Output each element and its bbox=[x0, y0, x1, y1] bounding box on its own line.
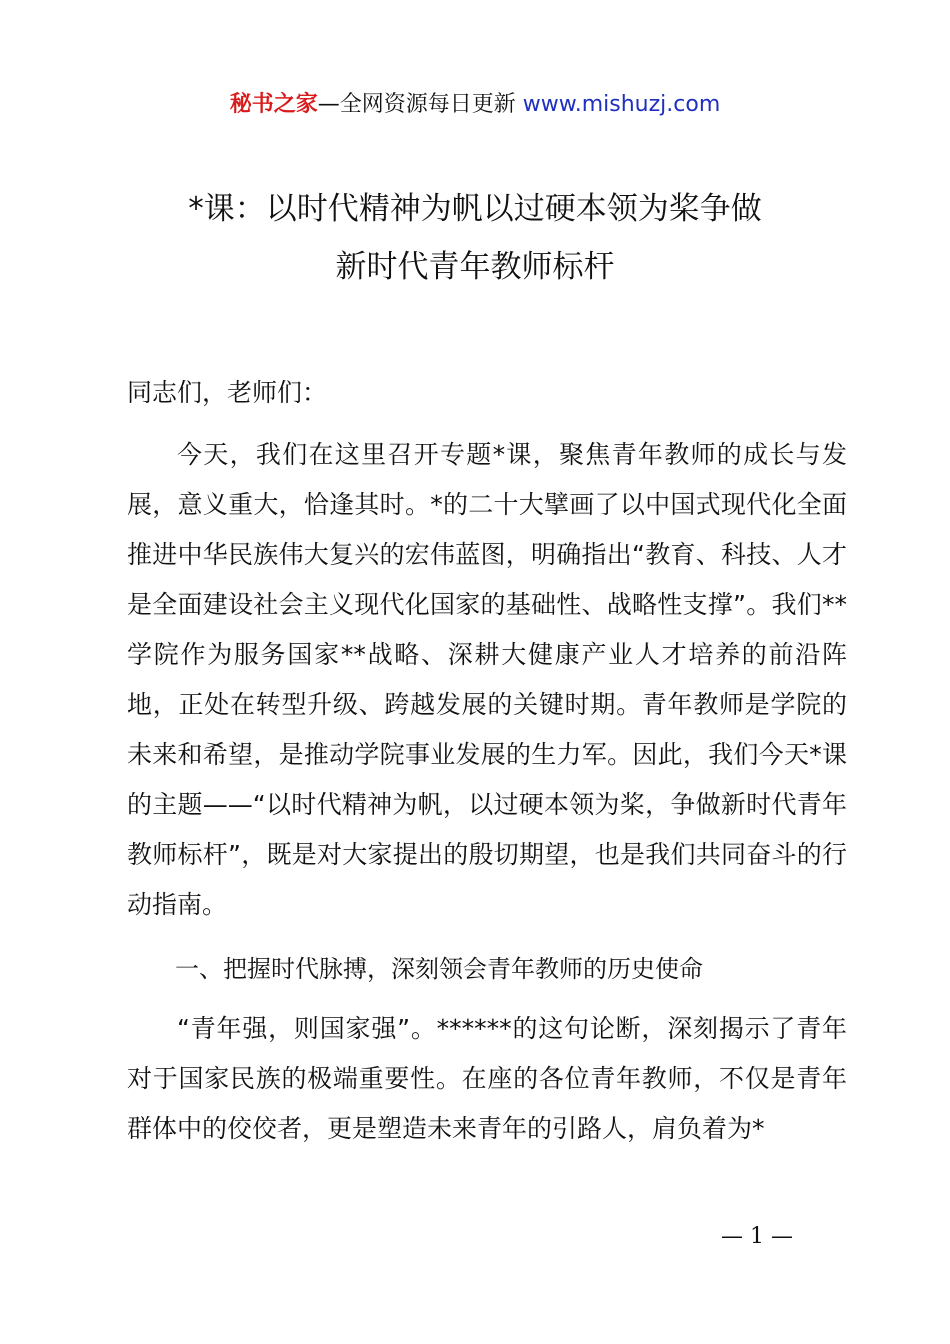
salutation: 同志们，老师们： bbox=[127, 378, 328, 407]
site-brand: 秘书之家 bbox=[229, 92, 318, 117]
paragraph-2: “青年强，则国家强”。******的这句论断，深刻揭示了青年对于国家民族的极端重要性。在座的各位青年教师，不仅是青年群体中的佼佼者，更是塑造未来青年的引路人，肩负着为* bbox=[127, 1014, 847, 1143]
page-number: — 1 — bbox=[721, 1224, 793, 1249]
site-header bbox=[0, 88, 950, 122]
site-url-link[interactable]: www.mishuzj.com bbox=[522, 92, 721, 117]
document-title bbox=[60, 180, 890, 296]
site-slogan: —全网资源每日更新 bbox=[317, 92, 516, 117]
section-heading-1: 一、把握时代脉搏，深刻领会青年教师的历史使命 bbox=[175, 955, 703, 983]
paragraph-1: 今天，我们在这里召开专题*课，聚焦青年教师的成长与发展，意义重大，恰逢其时。*的二十大擘画了以中国式现代化全面推进中华民族伟大复兴的宏伟蓝图，明确指出“教育、科技、人才是全面建设社会主义现代化国家的基础性、战略性支撑”。我们**学院作为服务国家**战略、深耕大健康产业人才培养的前沿阵地，正处在转型升级、跨越发展的关键时期。青年教师是学院的未来和希望，是推动学院事业发展的生力军。因此，我们今天*课的主题——“以时代精神为帆，以过硬本领为桨，争做新时代青年教师标杆”，既是对大家提出的殷切期望，也是我们共同奋斗的行动指南。 bbox=[127, 440, 847, 919]
title-line-1: *课：以时代精神为帆以过硬本领为桨争做 bbox=[188, 191, 762, 227]
title-line-2: 新时代青年教师标杆 bbox=[335, 249, 615, 285]
